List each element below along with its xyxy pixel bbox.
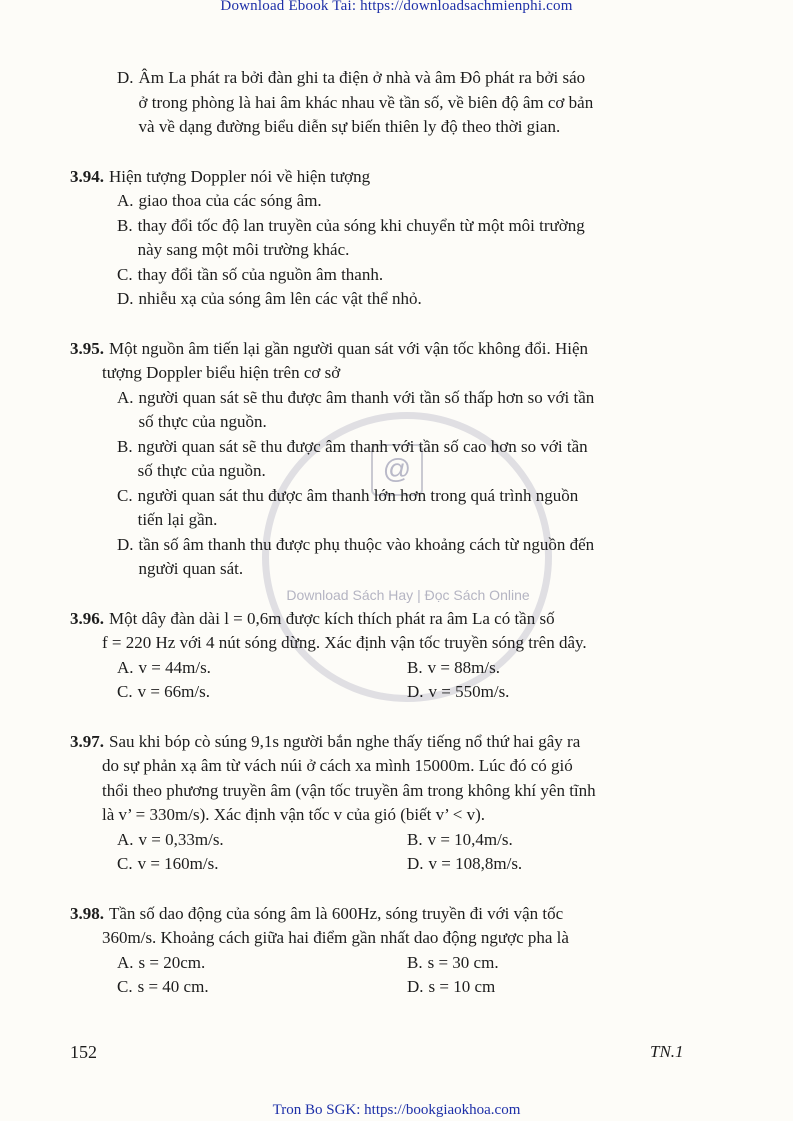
- option-text: [138, 263, 384, 288]
- option-line: và về dạng đường biểu diễn sự biến thiên ly độ theo thời gian.: [138, 117, 561, 136]
- option-line: số thực của nguồn.: [138, 412, 267, 431]
- option-item: [70, 435, 710, 484]
- question-number: 3.94.: [70, 166, 104, 186]
- option-letter: A.: [117, 657, 134, 677]
- option-line: người quan sát thu được âm thanh lớn hơn trong quá trình nguồn: [137, 485, 579, 505]
- page-number: 152: [70, 1042, 97, 1062]
- option-item: [70, 66, 710, 140]
- option-letter: D.: [117, 289, 134, 308]
- stem-line: f = 220 Hz với 4 nút sóng dừng. Xác định vận tốc truyền sóng trên dây.: [102, 633, 587, 652]
- option-line: Âm La phát ra bởi đàn ghi ta điện ở nhà và âm Đô phát ra bởi sáo: [138, 68, 586, 87]
- option-line: tần số âm thanh thu được phụ thuộc vào khoảng cách từ nguồn đến: [138, 534, 595, 554]
- page-code: TN.1: [650, 1042, 684, 1061]
- option-text: v = 66m/s.: [137, 682, 210, 701]
- option-line: ở trong phòng là hai âm khác nhau về tần số, về biên độ âm cơ bản: [138, 92, 594, 112]
- watermark-text: Download Sách Hay | Đọc Sách Online: [286, 587, 530, 603]
- page-content: [70, 66, 710, 1025]
- option-line: người quan sát sẽ thu được âm thanh với tần số cao hơn so với tần: [137, 436, 588, 456]
- stem-line: Hiện tượng Doppler nói về hiện tượng: [109, 166, 371, 186]
- option-item: [407, 852, 697, 877]
- option-text: s = 20cm.: [138, 952, 206, 972]
- option-item: [117, 828, 407, 853]
- option-letter: B.: [407, 829, 423, 849]
- option-text: v = 88m/s.: [427, 657, 500, 677]
- option-letter: C.: [117, 977, 133, 996]
- question-stem: [70, 607, 710, 632]
- option-letter: D.: [117, 534, 134, 554]
- option-letter: B.: [117, 436, 133, 456]
- option-letter: C.: [117, 485, 133, 505]
- stem-line: do sự phản xạ âm từ vách núi ở cách xa mình 15000m. Lúc đó có gió: [102, 756, 573, 775]
- question-395: [70, 337, 710, 582]
- question-stem: [70, 902, 710, 927]
- question-number: 3.97.: [70, 731, 104, 751]
- stem-line: Sau khi bóp cò súng 9,1s người bắn nghe thấy tiếng nổ thứ hai gây ra: [109, 731, 581, 751]
- option-item: [117, 975, 407, 1000]
- option-text: s = 40 cm.: [137, 977, 209, 996]
- option-item: [117, 951, 407, 976]
- option-line: thay đổi tần số của nguồn âm thanh.: [137, 264, 384, 284]
- option-item: [70, 287, 710, 312]
- option-text: v = 550m/s.: [428, 682, 510, 701]
- question-stem: [70, 165, 710, 190]
- stem-line: là v’ = 330m/s). Xác định vận tốc v của gió (biết v’ < v).: [102, 805, 485, 824]
- stem-line: Một nguồn âm tiến lại gần người quan sát với vận tốc không đổi. Hiện: [109, 338, 589, 358]
- option-item: [117, 680, 407, 705]
- question-397: [70, 730, 710, 877]
- question-stem: [70, 730, 710, 755]
- option-item: [407, 680, 697, 705]
- question-396: [70, 607, 710, 705]
- option-text: s = 30 cm.: [427, 952, 499, 972]
- stem-line: thổi theo phương truyền âm (vận tốc truyền âm trong không khí yên tĩnh: [102, 780, 596, 800]
- at-icon: @: [371, 444, 423, 496]
- stem-line: Tần số dao động của sóng âm là 600Hz, sóng truyền đi với vận tốc: [109, 903, 564, 923]
- option-item: [70, 214, 710, 263]
- option-line: người quan sát sẽ thu được âm thanh với tần số thấp hơn so với tần: [138, 387, 595, 407]
- question-list: [70, 165, 710, 1000]
- option-text: v = 44m/s.: [138, 657, 211, 677]
- option-row: [70, 951, 710, 976]
- question-394: [70, 165, 710, 312]
- option-letter: A.: [117, 952, 134, 972]
- option-item: [70, 263, 710, 288]
- option-letter: D.: [407, 682, 424, 701]
- option-letter: A.: [117, 829, 134, 849]
- option-item: [70, 484, 710, 533]
- option-item: [117, 656, 407, 681]
- stem-line: tượng Doppler biểu hiện trên cơ sở: [102, 363, 341, 382]
- option-row: [70, 852, 710, 877]
- option-letter: B.: [117, 215, 133, 235]
- option-letter: D.: [117, 68, 134, 87]
- option-text: [139, 66, 594, 140]
- question-number: 3.96.: [70, 608, 104, 628]
- stem-line: Một dây đàn dài l = 0,6m được kích thích phát ra âm La có tần số: [109, 608, 555, 628]
- option-item: [70, 189, 710, 214]
- question-398: [70, 902, 710, 1000]
- continued-option: [70, 66, 710, 140]
- question-number: 3.95.: [70, 338, 104, 358]
- option-text: [139, 386, 595, 435]
- option-item: [70, 386, 710, 435]
- stem-line: 360m/s. Khoảng cách giữa hai điểm gần nhất dao động ngược pha là: [102, 928, 569, 947]
- option-line: người quan sát.: [138, 559, 244, 578]
- option-line: thay đổi tốc độ lan truyền của sóng khi chuyển từ một môi trường: [137, 215, 585, 235]
- option-text: v = 160m/s.: [137, 854, 219, 873]
- option-row: [70, 656, 710, 681]
- option-item: [117, 852, 407, 877]
- option-letter: B.: [407, 952, 423, 972]
- option-letter: A.: [117, 191, 134, 210]
- header-download-link[interactable]: Download Ebook Tai: https://downloadsachmienphi.com: [220, 0, 573, 14]
- option-text: [138, 214, 585, 263]
- option-letter: D.: [407, 854, 424, 873]
- option-line: giao thoa của các sóng âm.: [138, 191, 322, 210]
- option-letter: C.: [117, 682, 133, 701]
- option-item: [407, 975, 697, 1000]
- question-stem: [70, 337, 710, 362]
- question-number: 3.98.: [70, 903, 104, 923]
- option-text: [138, 484, 579, 533]
- option-line: nhiễu xạ của sóng âm lên các vật thể nhỏ.: [138, 289, 422, 308]
- option-text: v = 108,8m/s.: [428, 854, 523, 873]
- option-text: [139, 287, 422, 312]
- option-row: [70, 828, 710, 853]
- option-text: [138, 435, 588, 484]
- option-text: v = 10,4m/s.: [427, 829, 513, 849]
- option-item: [407, 656, 697, 681]
- option-letter: C.: [117, 264, 133, 284]
- option-line: số thực của nguồn.: [137, 461, 266, 480]
- option-letter: B.: [407, 657, 423, 677]
- option-letter: C.: [117, 854, 133, 873]
- option-row: [70, 680, 710, 705]
- footer-sgk-link[interactable]: Tron Bo SGK: https://bookgiaokhoa.com: [272, 1102, 521, 1118]
- option-text: [139, 189, 322, 214]
- option-line: tiến lại gần.: [137, 510, 218, 529]
- option-item: [407, 951, 697, 976]
- option-text: v = 0,33m/s.: [138, 829, 224, 849]
- option-item: [70, 533, 710, 582]
- option-text: [139, 533, 595, 582]
- option-text: s = 10 cm: [428, 977, 496, 996]
- option-line: này sang một môi trường khác.: [137, 240, 350, 259]
- option-item: [407, 828, 697, 853]
- option-row: [70, 975, 710, 1000]
- option-letter: D.: [407, 977, 424, 996]
- option-letter: A.: [117, 387, 134, 407]
